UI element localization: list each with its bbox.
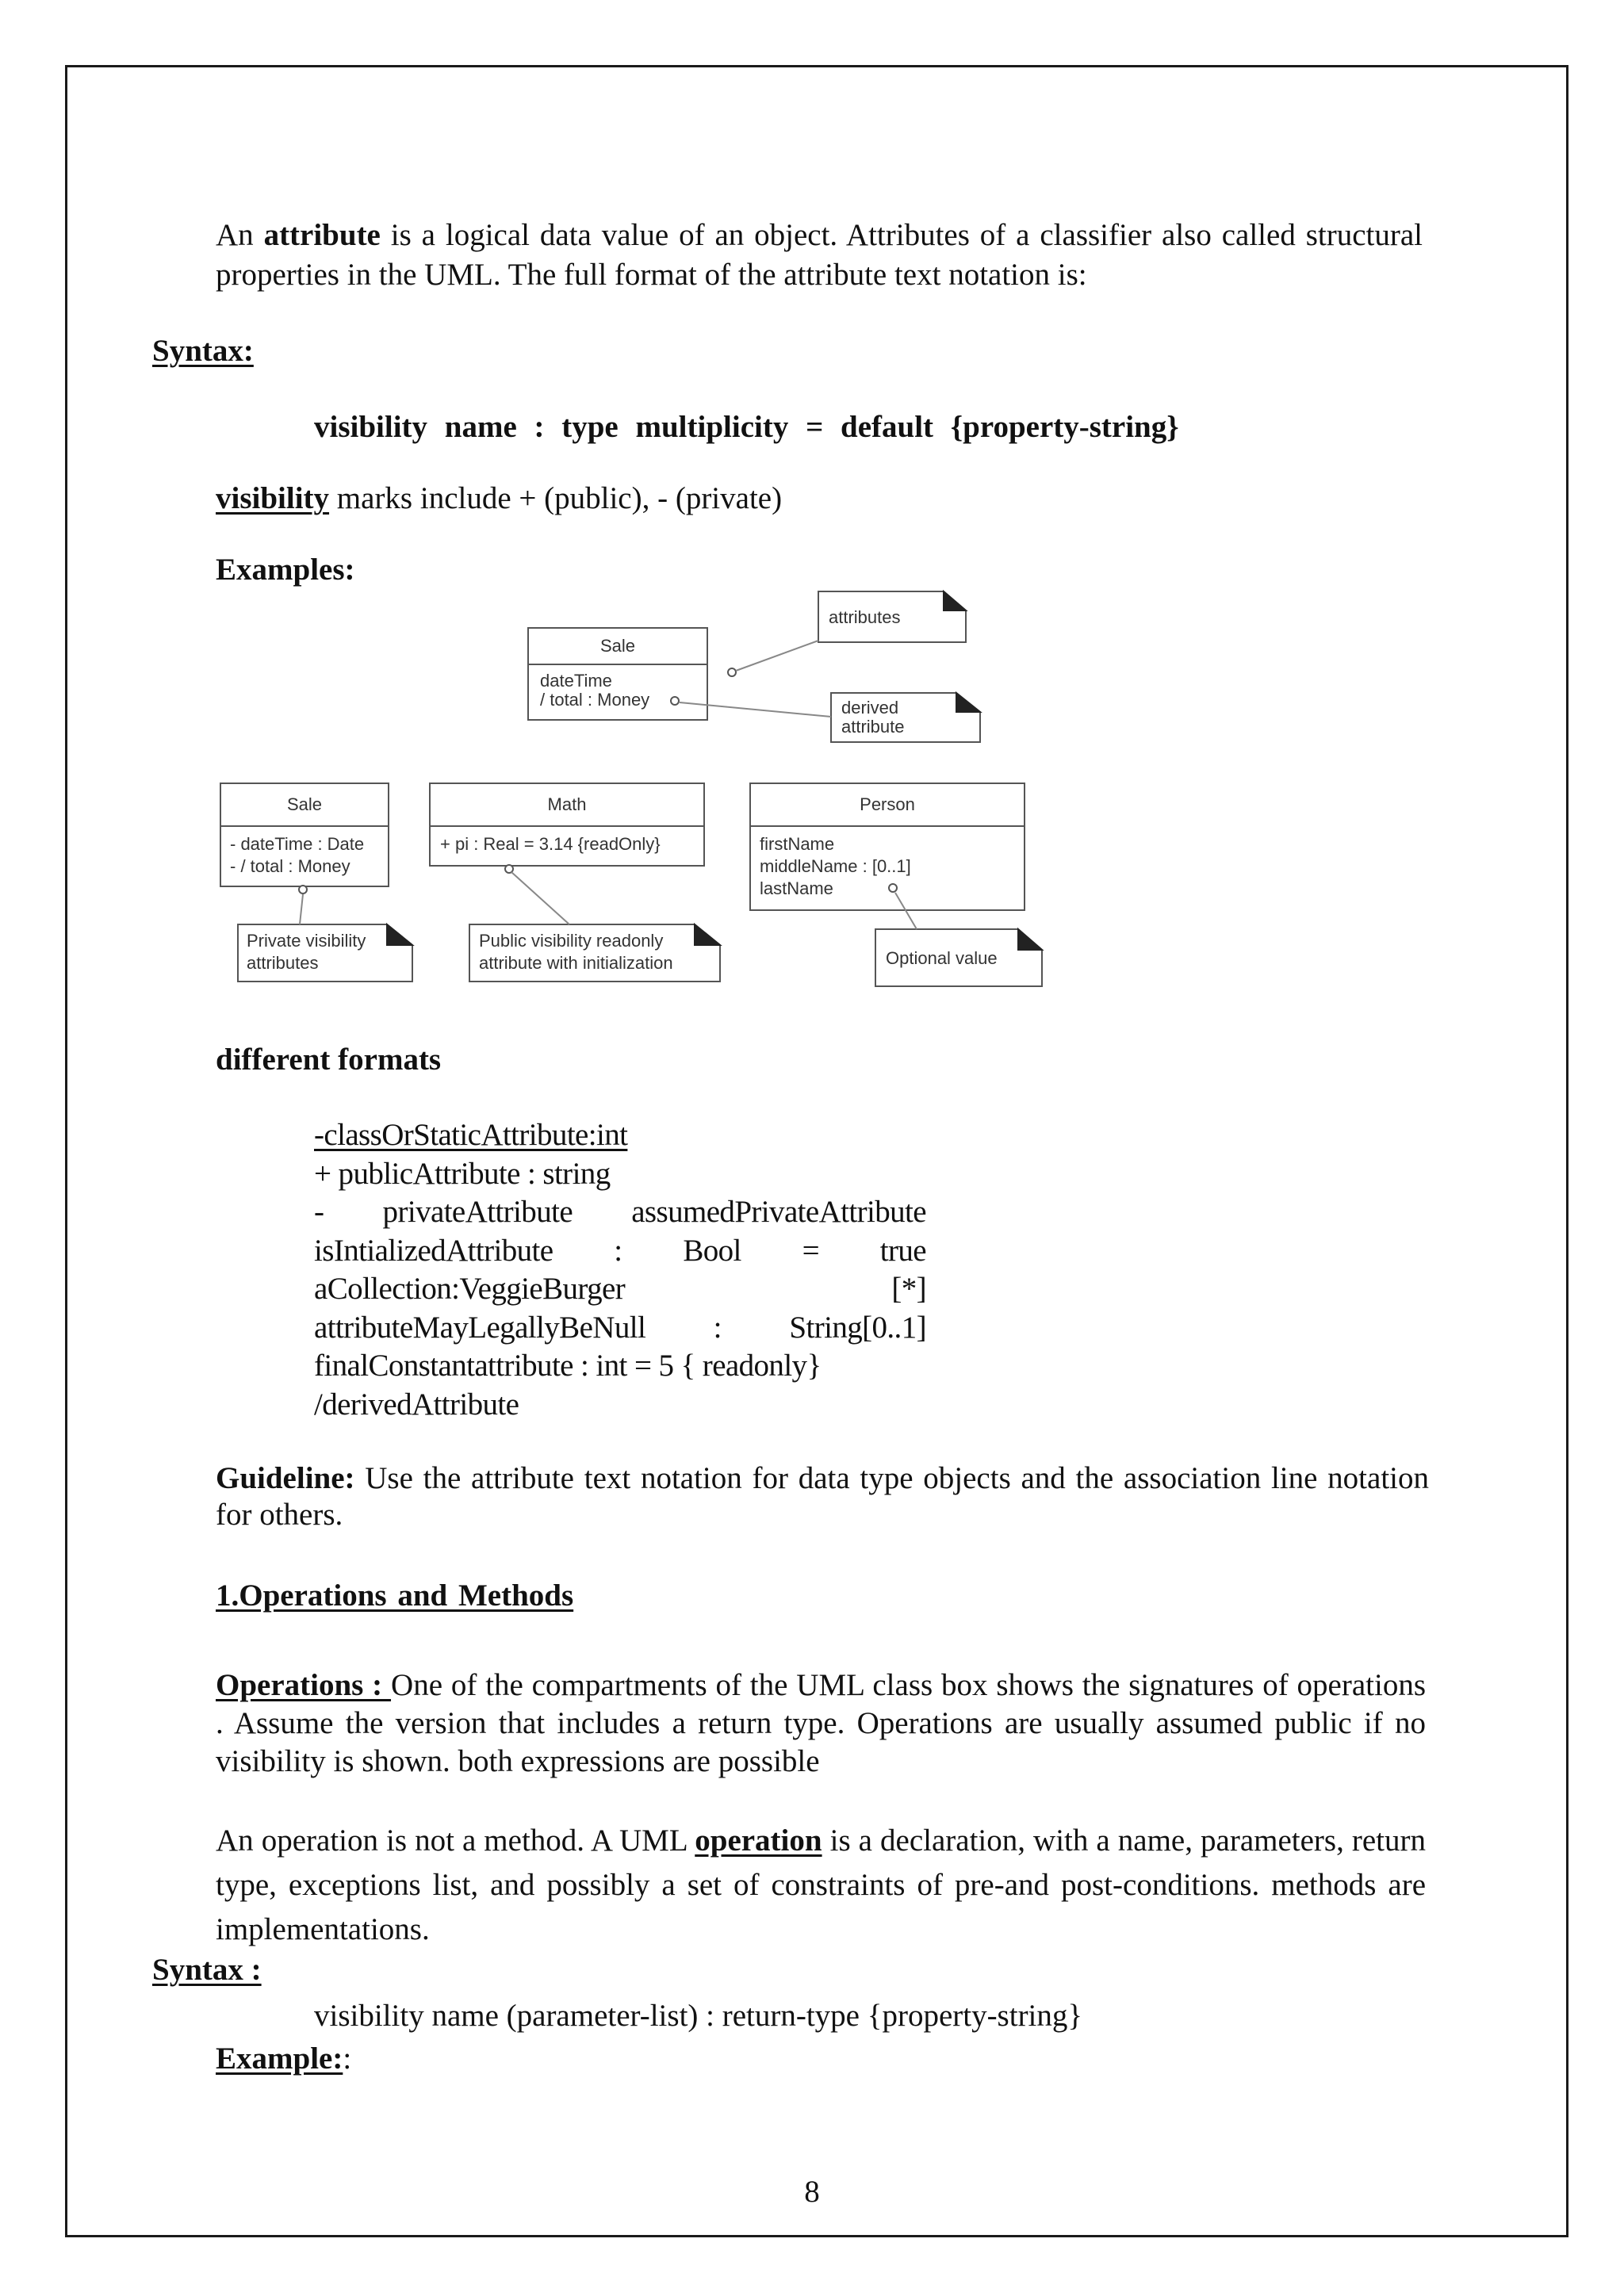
- note-derived-text-1: derived: [841, 698, 899, 718]
- visibility-term: visibility: [216, 481, 330, 515]
- sale-attr-total: / total : Money: [540, 690, 650, 710]
- math-attr-pi: + pi : Real = 3.14 {readOnly}: [440, 834, 661, 854]
- note-public-text-2: attribute with initialization: [479, 953, 673, 973]
- person-attr-firstname: firstName: [760, 834, 835, 854]
- note-optional-value: [875, 929, 1042, 986]
- format-initialized: isIntializedAttribute : Bool = true: [314, 1233, 926, 1268]
- attribute-term: attribute: [263, 218, 381, 252]
- visibility-note: visibility marks include + (public), - (private): [216, 481, 783, 515]
- format-private: - privateAttribute assumedPrivateAttribute: [314, 1195, 926, 1229]
- examples-heading: Examples:: [216, 553, 355, 587]
- connector-private: [300, 894, 303, 924]
- sale-private-attr-datetime: - dateTime : Date: [230, 834, 365, 854]
- sale-class-box: [528, 628, 736, 720]
- note-private-text-1: Private visibility: [247, 931, 366, 951]
- operations-paragraph: Operations : One of the compartments of the UML class box shows the signatures of operations . Assume the version that includes a return type. Operations are usually assumed public if no visibility is shown. both expressions are possible: [216, 1668, 1426, 1778]
- intro-paragraph: An attribute is a logical data value of an object. Attributes of a classifier also called structural properties in the UML. The full format of the attribute text notation is:: [216, 218, 1423, 292]
- format-public: + publicAttribute : string: [314, 1156, 611, 1191]
- person-attr-lastname: lastName: [760, 878, 833, 898]
- note-attributes-text: attributes: [829, 607, 901, 627]
- sale-private-attr-total: - / total : Money: [230, 856, 350, 876]
- operations-section-heading: 1.Operations and Methods: [216, 1578, 574, 1613]
- operation-term: operation: [695, 1823, 822, 1858]
- guideline-label: Guideline:: [216, 1461, 355, 1495]
- page-number: 8: [804, 2175, 820, 2209]
- attribute-syntax-line: visibility name : type multiplicity = default {property-string}: [314, 410, 1179, 444]
- example-heading-line: [216, 2039, 351, 2079]
- note-public-text-1: Public visibility readonly: [479, 931, 664, 951]
- format-constant: finalConstantattribute : int = 5 { readonly}: [314, 1349, 822, 1383]
- connector-public: [511, 872, 569, 924]
- example-colon: :: [343, 2042, 352, 2076]
- sale-private-class-box: [220, 783, 389, 894]
- note-private-visibility: [238, 924, 412, 982]
- formats-list: [314, 1116, 926, 1424]
- bottom-example-group: [220, 783, 1042, 986]
- note-attributes: [818, 591, 966, 642]
- guideline-paragraph: Guideline: Use the attribute text notation for data type objects and the association line notation for others.: [216, 1461, 1429, 1532]
- sale-attr-datetime: dateTime: [540, 671, 612, 691]
- syntax-heading: Syntax:: [152, 334, 254, 368]
- note-optional-text: Optional value: [886, 948, 998, 968]
- format-static: -classOrStaticAttribute:int: [314, 1118, 628, 1152]
- connector-attributes: [736, 641, 818, 671]
- person-class-name: Person: [860, 794, 915, 814]
- format-nullable: attributeMayLegallyBeNull : String[0..1]: [314, 1310, 926, 1345]
- format-collection: aCollection:VeggieBurger [*]: [314, 1272, 926, 1306]
- note-public-readonly: [469, 924, 720, 982]
- person-class-box: [750, 783, 1025, 910]
- note-private-text-2: attributes: [247, 953, 319, 973]
- sale-private-name: Sale: [286, 794, 323, 814]
- examples-diagram: [0, 0, 1624, 1031]
- operation-syntax-heading: Syntax :: [152, 1953, 262, 1987]
- note-derived-text-2: attribute: [841, 717, 905, 737]
- format-derived: /derivedAttribute: [314, 1387, 519, 1422]
- formats-heading: different formats: [216, 1043, 442, 1077]
- math-class-name: Math: [547, 794, 587, 814]
- note-derived-attribute: [831, 693, 980, 742]
- top-example-group: [528, 591, 980, 742]
- sale-class-name: Sale: [599, 636, 636, 656]
- example-heading: Example:: [216, 2042, 343, 2076]
- operation-vs-method-paragraph: An operation is not a method. A UML operation is a declaration, with a name, parameters, return type, exceptions list, and possibly a set of constraints of pre-and post-conditions. methods are implementations.: [216, 1823, 1426, 1946]
- operations-label: Operations :: [216, 1668, 392, 1702]
- person-attr-middlename: middleName : [0..1]: [760, 856, 911, 876]
- operation-syntax-line: visibility name (parameter-list) : return-type {property-string}: [314, 1999, 1083, 2033]
- math-class-box: [430, 783, 704, 873]
